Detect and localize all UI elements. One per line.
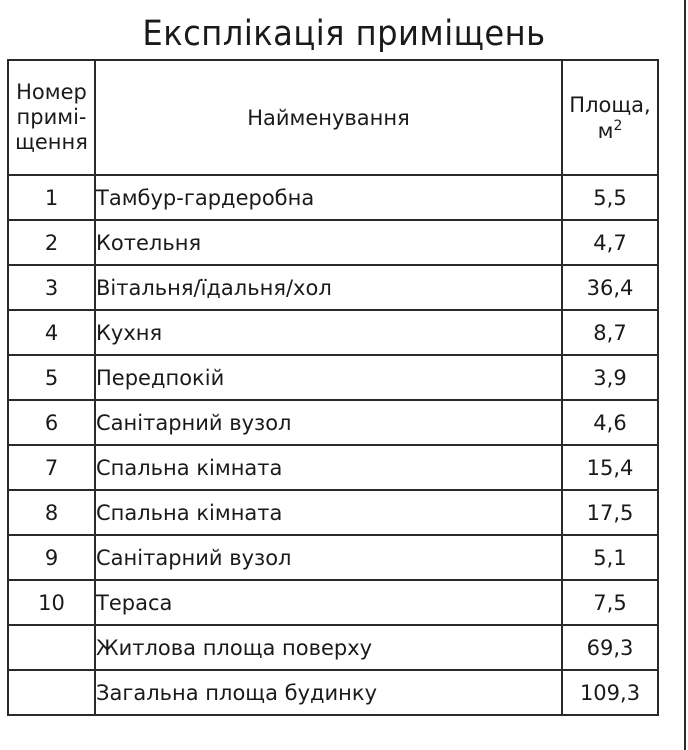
header-number-line: щення — [15, 130, 88, 154]
table-row — [8, 355, 658, 400]
header-number-line: примі- — [16, 105, 87, 129]
room-number: 2 — [8, 220, 95, 265]
room-area: 8,7 — [562, 310, 658, 355]
room-name: Санітарний вузол — [95, 535, 562, 580]
room-number: 9 — [8, 535, 95, 580]
table-row — [8, 400, 658, 445]
page-title: Експлікація приміщень — [142, 14, 546, 54]
room-number: 10 — [8, 580, 95, 625]
room-area: 15,4 — [562, 445, 658, 490]
header-room-number — [8, 60, 95, 175]
room-name: Тераса — [95, 580, 562, 625]
table-row — [8, 265, 658, 310]
room-explication-table — [7, 59, 659, 716]
empty-cell — [8, 670, 95, 715]
table-row — [8, 310, 658, 355]
header-area-unit: м — [597, 118, 614, 143]
room-area: 4,7 — [562, 220, 658, 265]
room-number: 3 — [8, 265, 95, 310]
total-area: 69,3 — [562, 625, 658, 670]
header-number-line: Номер — [16, 80, 87, 104]
room-area: 3,9 — [562, 355, 658, 400]
table-row — [8, 490, 658, 535]
table-row — [8, 175, 658, 220]
room-name: Санітарний вузол — [95, 400, 562, 445]
room-area: 36,4 — [562, 265, 658, 310]
room-number: 5 — [8, 355, 95, 400]
header-area-label: Площа, — [569, 92, 651, 117]
table-row — [8, 580, 658, 625]
room-area: 7,5 — [562, 580, 658, 625]
header-area — [562, 60, 658, 175]
total-area: 109,3 — [562, 670, 658, 715]
total-row-house-area — [8, 670, 658, 715]
table-header-row — [8, 60, 658, 175]
room-name: Котельня — [95, 220, 562, 265]
header-area-unit-exponent: 2 — [613, 117, 623, 134]
table-row — [8, 445, 658, 490]
room-number: 7 — [8, 445, 95, 490]
room-number: 6 — [8, 400, 95, 445]
frame-border-line — [684, 0, 686, 750]
room-name: Тамбур-гардеробна — [95, 175, 562, 220]
total-name: Загальна площа будинку — [95, 670, 562, 715]
room-area: 4,6 — [562, 400, 658, 445]
room-number: 1 — [8, 175, 95, 220]
room-name: Спальна кімната — [95, 490, 562, 535]
header-name: Найменування — [95, 60, 562, 175]
room-area: 17,5 — [562, 490, 658, 535]
room-name: Вітальня/їдальня/хол — [95, 265, 562, 310]
room-name: Кухня — [95, 310, 562, 355]
total-row-living-area — [8, 625, 658, 670]
table-row — [8, 535, 658, 580]
total-name: Житлова площа поверху — [95, 625, 562, 670]
room-number: 8 — [8, 490, 95, 535]
table-row — [8, 220, 658, 265]
room-area: 5,1 — [562, 535, 658, 580]
room-area: 5,5 — [562, 175, 658, 220]
room-name: Передпокій — [95, 355, 562, 400]
room-name: Спальна кімната — [95, 445, 562, 490]
empty-cell — [8, 625, 95, 670]
room-number: 4 — [8, 310, 95, 355]
